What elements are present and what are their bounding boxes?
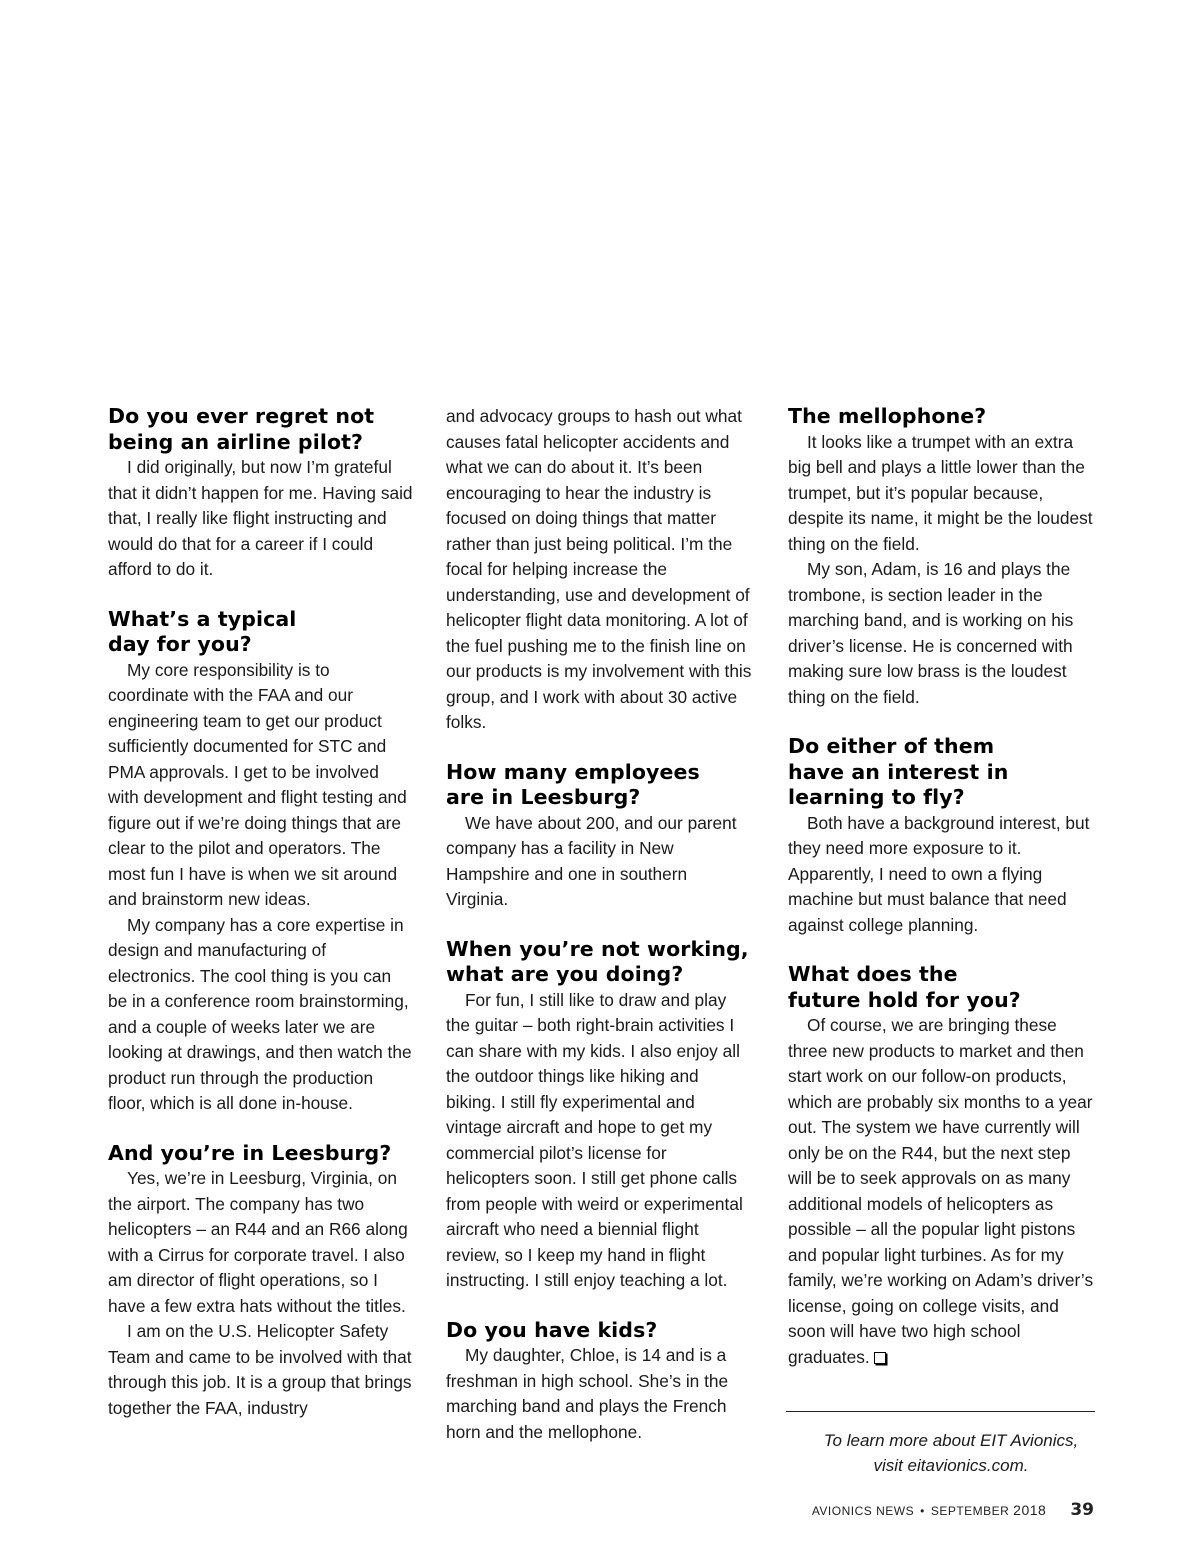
heading-line: When you’re not working, (446, 936, 749, 961)
paragraph-text: and advocacy groups to hash out what causes fatal helicopter accidents and what we can do about it. It’s been encouraging to hear the industry is focused on doing things that matter rather than just being political. I’m the focal for helping increase the understanding, use and development of helicopter flight data monitoring. A lot of the fuel pushing me to the finish line on our products is my involvement with this group, and I work with about 30 active folks. (446, 406, 752, 732)
section-heading (108, 607, 414, 658)
body-paragraph (446, 811, 752, 913)
section-heading (446, 760, 752, 811)
paragraph-text: It looks like a trumpet with an extra big bell and plays a little lower than the trumpet, but it’s popular because, despite its name, it might be the loudest thing on the field. (788, 431, 1093, 554)
section-heading (788, 404, 1094, 430)
footer-month: SEPTEMBER (930, 1504, 1010, 1518)
page-footer (812, 1500, 1094, 1520)
article-section (788, 734, 1094, 938)
footer-publication: AVIONICS NEWS (811, 1504, 915, 1518)
paragraph-text: My daughter, Chloe, is 14 and is a freshman in high school. She’s in the marching band and plays the French horn and the mellophone. (446, 1345, 729, 1442)
heading-line: day for you? (108, 632, 252, 656)
body-paragraph (788, 1013, 1094, 1370)
column-1 (108, 404, 414, 1445)
body-paragraph (446, 988, 752, 1294)
article-section (446, 1318, 752, 1446)
heading-line: learning to fly? (788, 785, 965, 809)
heading-line: How many employees (446, 759, 700, 784)
footer-bullet: • (920, 1504, 925, 1518)
column-2 (446, 404, 752, 1469)
section-heading (446, 937, 752, 988)
heading-line: What’s a typical (108, 606, 297, 631)
section-heading (446, 1318, 752, 1344)
body-paragraph (108, 658, 414, 913)
article-section (446, 404, 752, 736)
article-section (108, 1141, 414, 1422)
body-paragraph (108, 913, 414, 1117)
paragraph-text: Of course, we are bringing these three new products to market and then start work on our follow-on products, which are probably six months to a year out. The system we have currently will only be on the R44, but the next step will be to seek approvals on as many additional models of helicopters as possible – all the popular light pistons and popular light turbines. As for my family, we’re working on Adam’s driver’s license, going on college visits, and soon will have two high school graduates. (788, 1015, 1094, 1367)
heading-line: Do you have kids? (446, 1317, 658, 1342)
heading-line: have an interest in (788, 759, 1009, 784)
end-mark-icon (874, 1352, 886, 1364)
article-section (108, 607, 414, 1117)
section-heading (108, 1141, 414, 1167)
page-number: 39 (1070, 1500, 1094, 1520)
paragraph-text: Yes, we’re in Leesburg, Virginia, on the airport. The company has two helicopters – an R44 and an R66 along with a Cirrus for corporate travel. I also am director of flight operations, so I have a few extra hats without the titles. (108, 1168, 408, 1316)
heading-line: what are you doing? (446, 962, 684, 986)
body-paragraph (108, 1166, 414, 1319)
paragraph-text: My son, Adam, is 16 and plays the trombone, is section leader in the marching band, and is working on his driver’s license. He is concerned with making sure low brass is the loudest thing on the field. (788, 559, 1074, 707)
paragraph-text: I did originally, but now I’m grateful that it didn’t happen for me. Having said that, I really like flight instructing and would do that for a career if I could afford to do it. (108, 457, 413, 579)
section-heading (788, 734, 1094, 811)
learn-more-note (788, 1428, 1114, 1478)
body-paragraph (446, 404, 752, 736)
section-heading (788, 962, 1094, 1013)
heading-line: Do either of them (788, 734, 995, 758)
body-paragraph (108, 1319, 414, 1421)
heading-line: The mellophone? (788, 404, 987, 428)
heading-line: And you’re in Leesburg? (108, 1140, 392, 1165)
article-section (788, 962, 1094, 1370)
article-section (446, 760, 752, 913)
heading-line: are in Leesburg? (446, 785, 641, 809)
paragraph-text: My core responsibility is to coordinate with the FAA and our engineering team to get our product sufficiently documented for STC and PMA approvals. I get to be involved with development and flight testing and figure out if we’re doing things that are clear to the pilot and operators. The most fun I have is when we sit around and brainstorm new ideas. (108, 659, 407, 909)
heading-line: Do you ever regret not (108, 404, 375, 428)
article-section (788, 404, 1094, 710)
paragraph-text: Both have a background interest, but they need more exposure to it. Apparently, I need to own a flying machine but must balance that need against college planning. (788, 812, 1090, 935)
heading-line: future hold for you? (788, 987, 1021, 1012)
paragraph-text: I am on the U.S. Helicopter Safety Team and came to be involved with that through this job. It is a group that brings together the FAA, industry (108, 1321, 412, 1418)
paragraph-text: We have about 200, and our parent company has a facility in New Hampshire and one in southern Virginia. (446, 812, 737, 909)
learn-more-line-2: visit eitavionics.com. (873, 1456, 1029, 1475)
article-section (446, 937, 752, 1294)
learn-more-line-1: To learn more about EIT Avionics, (823, 1431, 1079, 1450)
body-paragraph (788, 430, 1094, 558)
column-3 (788, 404, 1094, 1394)
divider-rule (786, 1411, 1095, 1412)
body-paragraph (788, 557, 1094, 710)
body-paragraph (446, 1343, 752, 1445)
heading-line: What does the (788, 962, 958, 986)
paragraph-text: For fun, I still like to draw and play the guitar – both right-brain activities I can share with my kids. I also enjoy all the outdoor things like hiking and biking. I still fly experimental and vintage aircraft and hope to get my commercial pilot’s license for helicopters soon. I still get phone calls from people with weird or experimental aircraft who need a biennial flight review, so I keep my hand in flight instructing. I still enjoy teaching a lot. (446, 989, 743, 1290)
paragraph-text: My company has a core expertise in design and manufacturing of electronics. The cool thing is you can be in a conference room brainstorming, and a couple of weeks later we are looking at drawings, and then watch the product run through the production floor, which is all done in-house. (108, 914, 412, 1113)
article-section (108, 404, 414, 583)
section-heading (108, 404, 414, 455)
body-paragraph (108, 455, 414, 583)
heading-line: being an airline pilot? (108, 429, 364, 454)
body-paragraph (788, 811, 1094, 939)
footer-year: 2018 (1013, 1502, 1047, 1518)
